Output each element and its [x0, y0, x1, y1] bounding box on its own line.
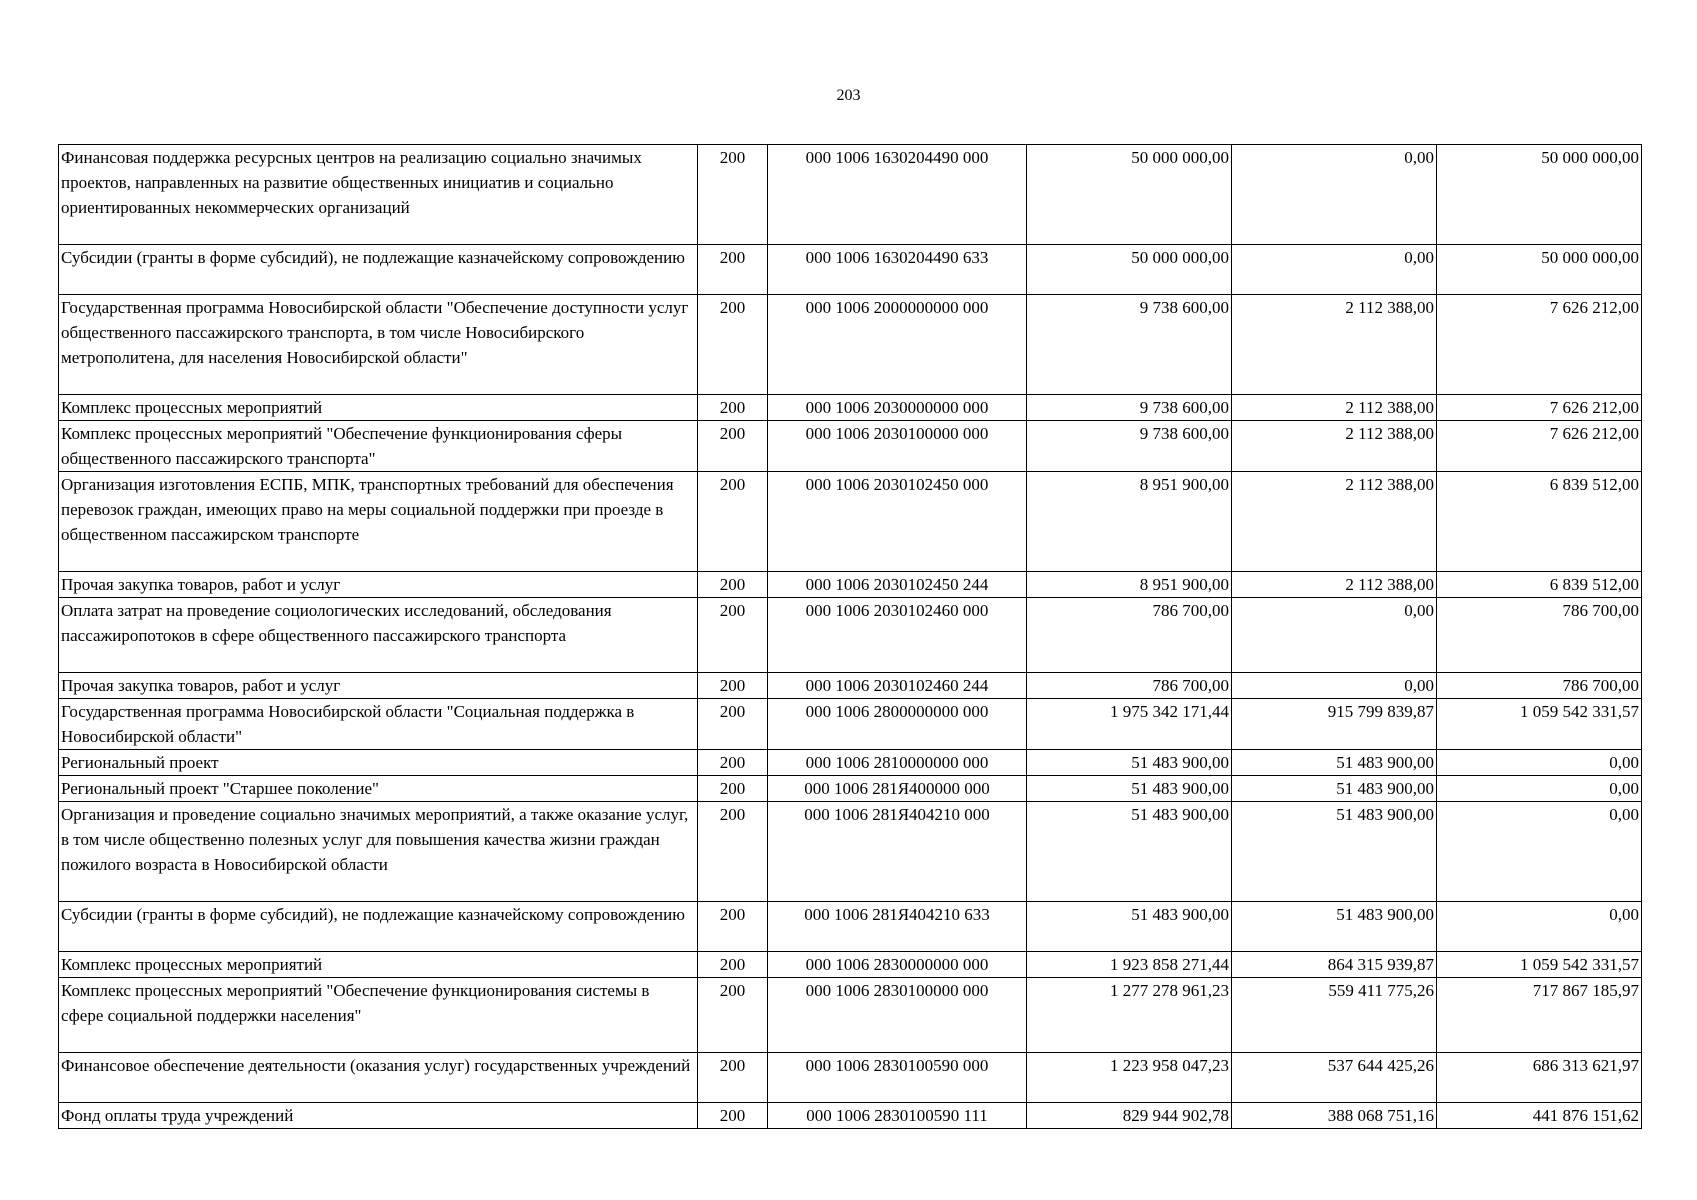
row-executed-amount-cell: 51 483 900,00 — [1232, 802, 1437, 902]
row-approved-amount-cell: 51 483 900,00 — [1027, 750, 1232, 776]
row-budget-code-cell: 000 1006 2800000000 000 — [768, 699, 1027, 750]
table-row — [59, 1053, 1642, 1103]
row-admin-code-cell: 200 — [698, 699, 768, 750]
row-unexecuted-amount-cell: 50 000 000,00 — [1437, 145, 1642, 245]
row-executed-amount-cell: 2 112 388,00 — [1232, 472, 1437, 572]
row-unexecuted-amount-cell: 0,00 — [1437, 750, 1642, 776]
row-budget-code-cell: 000 1006 1630204490 000 — [768, 145, 1027, 245]
row-name-cell: Государственная программа Новосибирской области "Обеспечение доступности услуг общественного пассажирского транспорта, в том числе Новосибирского метрополитена, для населения Новосибирской области" — [59, 295, 698, 395]
row-approved-amount-cell: 786 700,00 — [1027, 598, 1232, 673]
row-name-cell: Оплата затрат на проведение социологических исследований, обследования пассажиропотоков в сфере общественного пассажирского транспорта — [59, 598, 698, 673]
row-budget-code-cell: 000 1006 2030102450 000 — [768, 472, 1027, 572]
row-unexecuted-amount-cell: 0,00 — [1437, 776, 1642, 802]
table-row — [59, 572, 1642, 598]
table-row — [59, 802, 1642, 902]
row-admin-code-cell: 200 — [698, 572, 768, 598]
row-admin-code-cell: 200 — [698, 802, 768, 902]
row-admin-code-cell: 200 — [698, 750, 768, 776]
row-approved-amount-cell: 51 483 900,00 — [1027, 802, 1232, 902]
row-approved-amount-cell: 9 738 600,00 — [1027, 395, 1232, 421]
row-admin-code-cell: 200 — [698, 245, 768, 295]
row-name-cell: Организация и проведение социально значимых мероприятий, а также оказание услуг, в том числе общественно полезных услуг для повышения качества жизни граждан пожилого возраста в Новосибирской области — [59, 802, 698, 902]
row-budget-code-cell: 000 1006 2830100590 111 — [768, 1103, 1027, 1129]
row-name-cell: Прочая закупка товаров, работ и услуг — [59, 572, 698, 598]
row-admin-code-cell: 200 — [698, 1103, 768, 1129]
row-name-cell: Финансовая поддержка ресурсных центров на реализацию социально значимых проектов, направленных на развитие общественных инициатив и социально ориентированных некоммерческих организаций — [59, 145, 698, 245]
row-name-cell: Государственная программа Новосибирской области "Социальная поддержка в Новосибирской области" — [59, 699, 698, 750]
row-budget-code-cell: 000 1006 2810000000 000 — [768, 750, 1027, 776]
row-unexecuted-amount-cell: 0,00 — [1437, 802, 1642, 902]
row-unexecuted-amount-cell: 1 059 542 331,57 — [1437, 699, 1642, 750]
row-approved-amount-cell: 51 483 900,00 — [1027, 902, 1232, 952]
row-unexecuted-amount-cell: 7 626 212,00 — [1437, 421, 1642, 472]
table-row — [59, 978, 1642, 1053]
row-name-cell: Региональный проект "Старшее поколение" — [59, 776, 698, 802]
row-executed-amount-cell: 0,00 — [1232, 245, 1437, 295]
row-unexecuted-amount-cell: 717 867 185,97 — [1437, 978, 1642, 1053]
row-approved-amount-cell: 1 923 858 271,44 — [1027, 952, 1232, 978]
budget-table — [58, 144, 1642, 1129]
row-admin-code-cell: 200 — [698, 902, 768, 952]
row-name-cell: Комплекс процессных мероприятий — [59, 952, 698, 978]
row-executed-amount-cell: 0,00 — [1232, 673, 1437, 699]
row-admin-code-cell: 200 — [698, 472, 768, 572]
row-name-cell: Прочая закупка товаров, работ и услуг — [59, 673, 698, 699]
row-executed-amount-cell: 51 483 900,00 — [1232, 750, 1437, 776]
row-admin-code-cell: 200 — [698, 145, 768, 245]
row-unexecuted-amount-cell: 686 313 621,97 — [1437, 1053, 1642, 1103]
table-row — [59, 598, 1642, 673]
row-unexecuted-amount-cell: 6 839 512,00 — [1437, 572, 1642, 598]
table-row — [59, 776, 1642, 802]
row-executed-amount-cell: 559 411 775,26 — [1232, 978, 1437, 1053]
row-name-cell: Субсидии (гранты в форме субсидий), не подлежащие казначейскому сопровождению — [59, 245, 698, 295]
row-budget-code-cell: 000 1006 281Я404210 000 — [768, 802, 1027, 902]
row-executed-amount-cell: 2 112 388,00 — [1232, 572, 1437, 598]
row-unexecuted-amount-cell: 6 839 512,00 — [1437, 472, 1642, 572]
row-budget-code-cell: 000 1006 2030102460 000 — [768, 598, 1027, 673]
row-approved-amount-cell: 51 483 900,00 — [1027, 776, 1232, 802]
table-row — [59, 245, 1642, 295]
table-row — [59, 902, 1642, 952]
row-admin-code-cell: 200 — [698, 598, 768, 673]
row-unexecuted-amount-cell: 50 000 000,00 — [1437, 245, 1642, 295]
row-approved-amount-cell: 8 951 900,00 — [1027, 472, 1232, 572]
row-executed-amount-cell: 915 799 839,87 — [1232, 699, 1437, 750]
row-budget-code-cell: 000 1006 2830000000 000 — [768, 952, 1027, 978]
table-row — [59, 421, 1642, 472]
row-unexecuted-amount-cell: 786 700,00 — [1437, 598, 1642, 673]
row-admin-code-cell: 200 — [698, 421, 768, 472]
row-unexecuted-amount-cell: 786 700,00 — [1437, 673, 1642, 699]
row-budget-code-cell: 000 1006 2030000000 000 — [768, 395, 1027, 421]
page-number: 203 — [836, 87, 861, 104]
row-budget-code-cell: 000 1006 281Я400000 000 — [768, 776, 1027, 802]
row-executed-amount-cell: 388 068 751,16 — [1232, 1103, 1437, 1129]
row-approved-amount-cell: 9 738 600,00 — [1027, 421, 1232, 472]
row-unexecuted-amount-cell: 0,00 — [1437, 902, 1642, 952]
row-unexecuted-amount-cell: 1 059 542 331,57 — [1437, 952, 1642, 978]
row-executed-amount-cell: 864 315 939,87 — [1232, 952, 1437, 978]
row-executed-amount-cell: 2 112 388,00 — [1232, 295, 1437, 395]
row-budget-code-cell: 000 1006 281Я404210 633 — [768, 902, 1027, 952]
row-budget-code-cell: 000 1006 2830100000 000 — [768, 978, 1027, 1053]
row-name-cell: Региональный проект — [59, 750, 698, 776]
row-budget-code-cell: 000 1006 2030102460 244 — [768, 673, 1027, 699]
table-row — [59, 395, 1642, 421]
row-name-cell: Организация изготовления ЕСПБ, МПК, транспортных требований для обеспечения перевозок граждан, имеющих право на меры социальной поддержки при проезде в общественном пассажирском транспорте — [59, 472, 698, 572]
row-approved-amount-cell: 829 944 902,78 — [1027, 1103, 1232, 1129]
row-approved-amount-cell: 50 000 000,00 — [1027, 245, 1232, 295]
row-admin-code-cell: 200 — [698, 395, 768, 421]
row-admin-code-cell: 200 — [698, 295, 768, 395]
table-row — [59, 295, 1642, 395]
row-name-cell: Субсидии (гранты в форме субсидий), не подлежащие казначейскому сопровождению — [59, 902, 698, 952]
row-name-cell: Комплекс процессных мероприятий — [59, 395, 698, 421]
row-name-cell: Комплекс процессных мероприятий "Обеспечение функционирования сферы общественного пассажирского транспорта" — [59, 421, 698, 472]
row-executed-amount-cell: 2 112 388,00 — [1232, 395, 1437, 421]
row-executed-amount-cell: 537 644 425,26 — [1232, 1053, 1437, 1103]
table-row — [59, 952, 1642, 978]
row-name-cell: Финансовое обеспечение деятельности (оказания услуг) государственных учреждений — [59, 1053, 698, 1103]
table-row — [59, 472, 1642, 572]
row-unexecuted-amount-cell: 7 626 212,00 — [1437, 395, 1642, 421]
row-admin-code-cell: 200 — [698, 776, 768, 802]
row-approved-amount-cell: 1 975 342 171,44 — [1027, 699, 1232, 750]
row-budget-code-cell: 000 1006 2030102450 244 — [768, 572, 1027, 598]
table-row — [59, 699, 1642, 750]
row-budget-code-cell: 000 1006 2030100000 000 — [768, 421, 1027, 472]
row-executed-amount-cell: 51 483 900,00 — [1232, 902, 1437, 952]
row-name-cell: Фонд оплаты труда учреждений — [59, 1103, 698, 1129]
table-row — [59, 673, 1642, 699]
table-row — [59, 750, 1642, 776]
row-unexecuted-amount-cell: 441 876 151,62 — [1437, 1103, 1642, 1129]
row-executed-amount-cell: 0,00 — [1232, 598, 1437, 673]
row-approved-amount-cell: 786 700,00 — [1027, 673, 1232, 699]
row-budget-code-cell: 000 1006 2830100590 000 — [768, 1053, 1027, 1103]
row-approved-amount-cell: 8 951 900,00 — [1027, 572, 1232, 598]
row-approved-amount-cell: 1 277 278 961,23 — [1027, 978, 1232, 1053]
budget-table-body — [59, 145, 1642, 1129]
row-approved-amount-cell: 9 738 600,00 — [1027, 295, 1232, 395]
row-budget-code-cell: 000 1006 1630204490 633 — [768, 245, 1027, 295]
table-row — [59, 145, 1642, 245]
row-executed-amount-cell: 51 483 900,00 — [1232, 776, 1437, 802]
table-row — [59, 1103, 1642, 1129]
row-admin-code-cell: 200 — [698, 673, 768, 699]
row-approved-amount-cell: 50 000 000,00 — [1027, 145, 1232, 245]
row-approved-amount-cell: 1 223 958 047,23 — [1027, 1053, 1232, 1103]
row-budget-code-cell: 000 1006 2000000000 000 — [768, 295, 1027, 395]
row-admin-code-cell: 200 — [698, 952, 768, 978]
row-executed-amount-cell: 0,00 — [1232, 145, 1437, 245]
row-unexecuted-amount-cell: 7 626 212,00 — [1437, 295, 1642, 395]
row-name-cell: Комплекс процессных мероприятий "Обеспечение функционирования системы в сфере социальной поддержки населения" — [59, 978, 698, 1053]
row-admin-code-cell: 200 — [698, 1053, 768, 1103]
row-admin-code-cell: 200 — [698, 978, 768, 1053]
row-executed-amount-cell: 2 112 388,00 — [1232, 421, 1437, 472]
